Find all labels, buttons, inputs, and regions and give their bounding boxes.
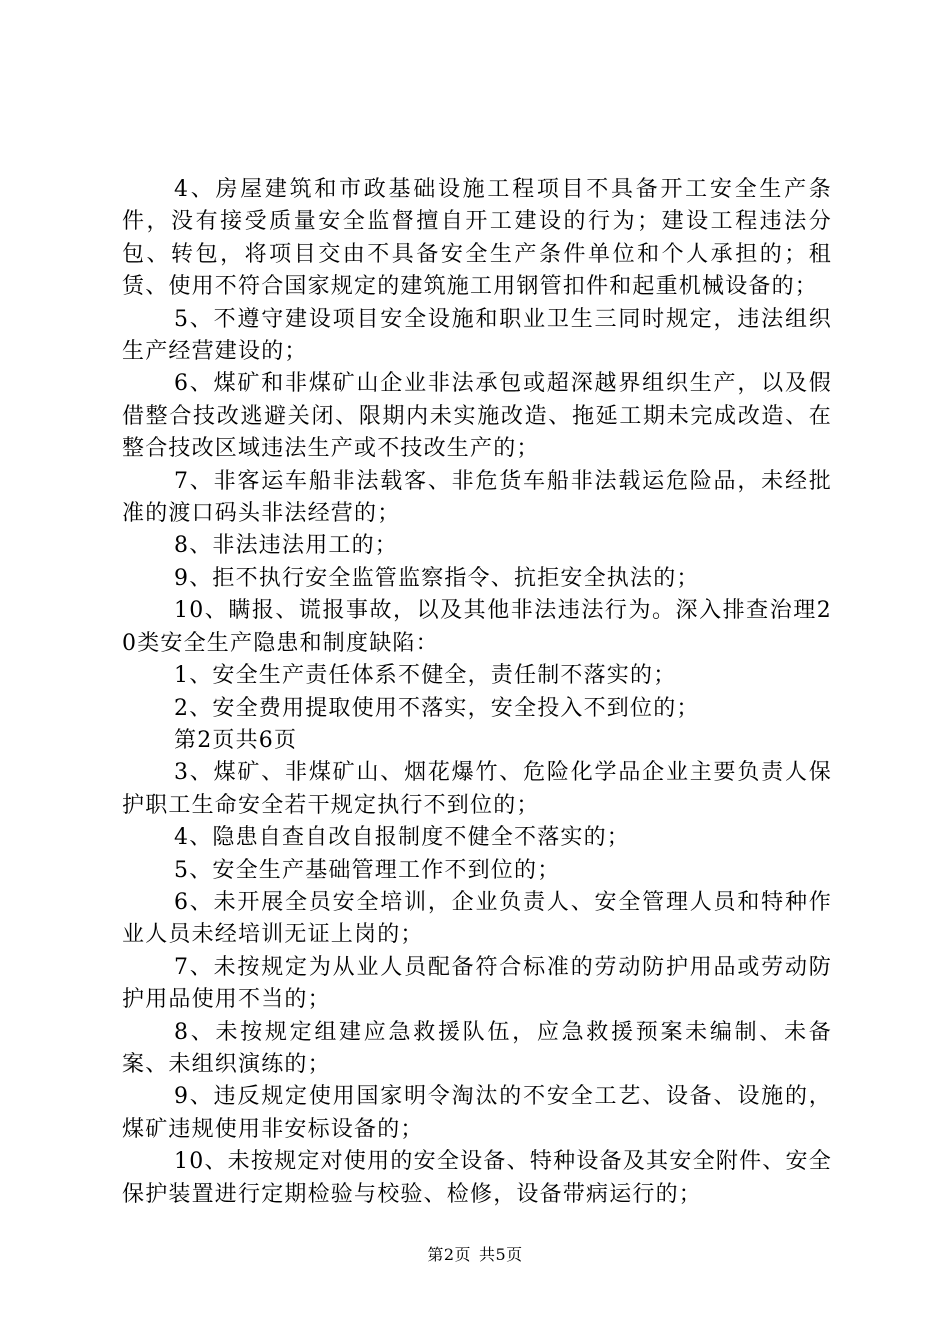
document-body [122,174,832,1211]
paragraph: 9、违反规定使用国家明令淘汰的不安全工艺、设备、设施的，煤矿违规使用非安标设备的； [122,1084,832,1142]
paragraph: 5、不遵守建设项目安全设施和职业卫生三同时规定，违法组织生产经营建设的； [122,306,832,365]
page-number: 第2页 [427,1245,471,1264]
paragraph: 7、非客运车船非法载客、非危货车船非法载运危险品，未经批准的渡口码头非法经营的； [122,468,832,527]
page-footer [0,1245,950,1265]
paragraph: 3、煤矿、非煤矿山、烟花爆竹、危险化学品企业主要负责人保护职工生命安全若干规定执行不到位的； [122,760,832,818]
paragraph: 8、非法违法用工的； [174,533,398,559]
paragraph: 4、房屋建筑和市政基础设施工程项目不具备开工安全生产条件，没有接受质量安全监督擅自开工建设的行为；建设工程违法分包、转包，将项目交由不具备安全生产条件单位和个人承担的；租赁、使用不符合国家规定的建筑施工用钢管扣件和起重机械设备的； [122,177,832,300]
paragraph: 2、安全费用提取使用不落实，安全投入不到位的； [174,695,700,721]
paragraph: 5、安全生产基础管理工作不到位的； [174,857,561,883]
paragraph: 8、未按规定组建应急救援队伍，应急救援预案未编制、未备案、未组织演练的； [122,1019,832,1077]
paragraph: 6、煤矿和非煤矿山企业非法承包或超深越界组织生产，以及假借整合技改逃避关闭、限期内未实施改造、拖延工期未完成改造、在整合技改区域违法生产或不技改生产的； [122,371,832,462]
paragraph: 4、隐患自查自改自报制度不健全不落实的； [174,825,630,851]
paragraph: 10、瞒报、谎报事故，以及其他非法违法行为。深入排查治理20类安全生产隐患和制度缺陷： [122,598,832,656]
page-total: 共5页 [479,1245,523,1264]
paragraph: 7、未按规定为从业人员配备符合标准的劳动防护用品或劳动防护用品使用不当的； [122,954,832,1013]
inline-page-marker: 第2页共6页 [174,727,298,753]
paragraph: 9、拒不执行安全监管监察指令、抗拒安全执法的； [174,565,700,591]
paragraph: 1、安全生产责任体系不健全，责任制不落实的； [174,663,677,689]
paragraph: 10、未按规定对使用的安全设备、特种设备及其安全附件、安全保护装置进行定期检验与校验、检修，设备带病运行的； [122,1149,832,1207]
paragraph: 6、未开展全员安全培训，企业负责人、安全管理人员和特种作业人员未经培训无证上岗的； [122,889,832,948]
